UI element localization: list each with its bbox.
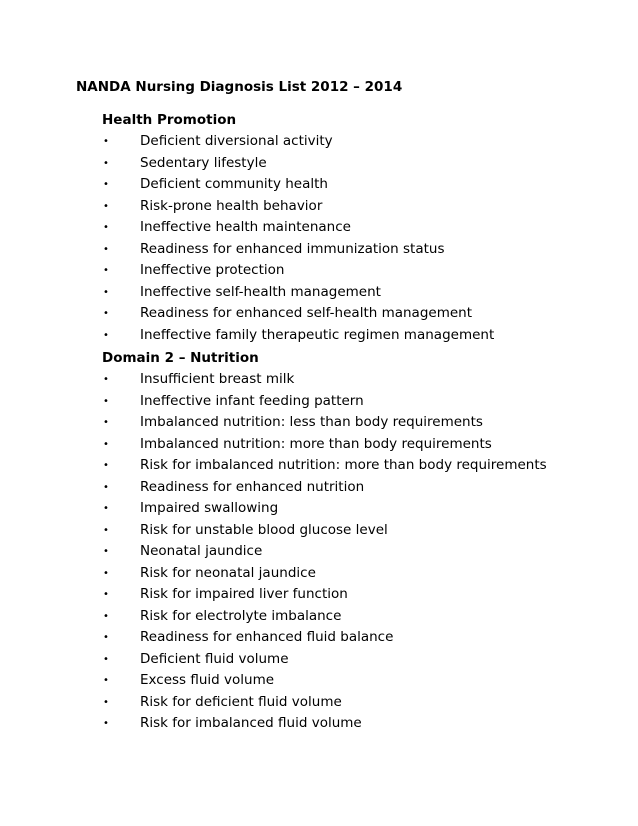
list-item-text: Sedentary lifestyle [140, 154, 267, 171]
list-item [102, 692, 602, 714]
bullet-icon: • [103, 610, 109, 622]
bullet-icon: • [103, 696, 109, 708]
list-item [102, 584, 602, 606]
list-item [102, 325, 602, 347]
list-item [102, 627, 602, 649]
list-item-text: Risk for impaired liver function [140, 586, 348, 602]
list-item-text: Ineffective family therapeutic regimen management [140, 326, 495, 343]
bullet-icon: • [103, 265, 109, 276]
list-item-text: Ineffective self-health management [140, 283, 381, 300]
list-item [102, 455, 602, 477]
bullet-icon: • [103, 179, 109, 190]
diagnosis-list [102, 369, 602, 735]
list-item-text: Risk-prone health behavior [140, 197, 323, 214]
bullet-icon: • [103, 329, 109, 341]
list-item [102, 412, 602, 434]
list-item [102, 282, 602, 304]
bullet-icon: • [103, 243, 109, 255]
bullet-icon: • [103, 200, 109, 212]
section-heading: Health Promotion [102, 112, 237, 128]
list-item-text: Risk for deficient fluid volume [140, 693, 342, 710]
list-item-text: Readiness for enhanced immunization status [140, 240, 445, 257]
list-item-text: Deficient fluid volume [140, 650, 289, 667]
bullet-icon: • [103, 675, 109, 686]
list-item-text: Risk for imbalanced nutrition: more than body requirements [140, 457, 547, 473]
bullet-icon: • [103, 308, 109, 319]
list-item-text: Excess fluid volume [140, 672, 275, 688]
list-item-text: Insufficient breast milk [140, 371, 295, 387]
list-item [102, 391, 602, 413]
list-item-text: Risk for unstable blood glucose level [140, 521, 388, 538]
list-item-text: Deficient diversional activity [140, 133, 333, 149]
list-item [102, 520, 602, 542]
page-title: NANDA Nursing Diagnosis List 2012 – 2014 [76, 79, 403, 95]
bullet-icon: • [103, 546, 109, 557]
section-health-promotion [102, 111, 602, 346]
list-item-text: Ineffective infant feeding pattern [140, 392, 364, 409]
bullet-icon: • [103, 222, 109, 233]
list-item [102, 606, 602, 628]
bullet-icon: • [103, 395, 109, 407]
list-item [102, 541, 602, 563]
bullet-icon: • [103, 503, 109, 514]
list-item-text: Readiness for enhanced fluid balance [140, 629, 394, 645]
list-item-text: Imbalanced nutrition: more than body requirements [140, 435, 492, 452]
list-item-text: Ineffective health maintenance [140, 219, 351, 235]
bullet-icon: • [103, 524, 109, 536]
list-item [102, 369, 602, 391]
list-item-text: Impaired swallowing [140, 500, 279, 516]
list-item [102, 153, 602, 175]
list-item [102, 713, 602, 735]
bullet-icon: • [103, 567, 109, 579]
section-nutrition [102, 349, 602, 735]
list-item [102, 434, 602, 456]
bullet-icon: • [103, 438, 109, 450]
list-item-text: Risk for neonatal jaundice [140, 564, 316, 581]
list-item-text: Ineffective protection [140, 262, 285, 278]
bullet-icon: • [103, 374, 109, 385]
list-item [102, 260, 602, 282]
list-item-text: Readiness for enhanced self-health management [140, 305, 473, 321]
list-item [102, 303, 602, 325]
list-item [102, 174, 602, 196]
bullet-icon: • [103, 481, 109, 493]
list-item [102, 477, 602, 499]
list-item-text: Neonatal jaundice [140, 543, 263, 559]
diagnosis-list [102, 131, 602, 346]
list-item [102, 670, 602, 692]
list-item-text: Deficient community health [140, 176, 328, 192]
list-item [102, 649, 602, 671]
list-item-text: Readiness for enhanced nutrition [140, 478, 365, 495]
bullet-icon: • [103, 286, 109, 298]
bullet-icon: • [103, 632, 109, 643]
list-item [102, 239, 602, 261]
section-heading: Domain 2 – Nutrition [102, 350, 259, 366]
bullet-icon: • [103, 589, 109, 600]
bullet-icon: • [103, 417, 109, 428]
list-item [102, 563, 602, 585]
list-item [102, 196, 602, 218]
list-item [102, 498, 602, 520]
list-item-text: Imbalanced nutrition: less than body requirements [140, 414, 483, 430]
bullet-icon: • [103, 460, 109, 471]
bullet-icon: • [103, 136, 109, 147]
bullet-icon: • [103, 653, 109, 665]
list-item-text: Risk for imbalanced fluid volume [140, 715, 362, 731]
list-item [102, 131, 602, 153]
list-item-text: Risk for electrolyte imbalance [140, 607, 342, 624]
list-item [102, 217, 602, 239]
bullet-icon: • [103, 157, 109, 169]
bullet-icon: • [103, 718, 109, 729]
